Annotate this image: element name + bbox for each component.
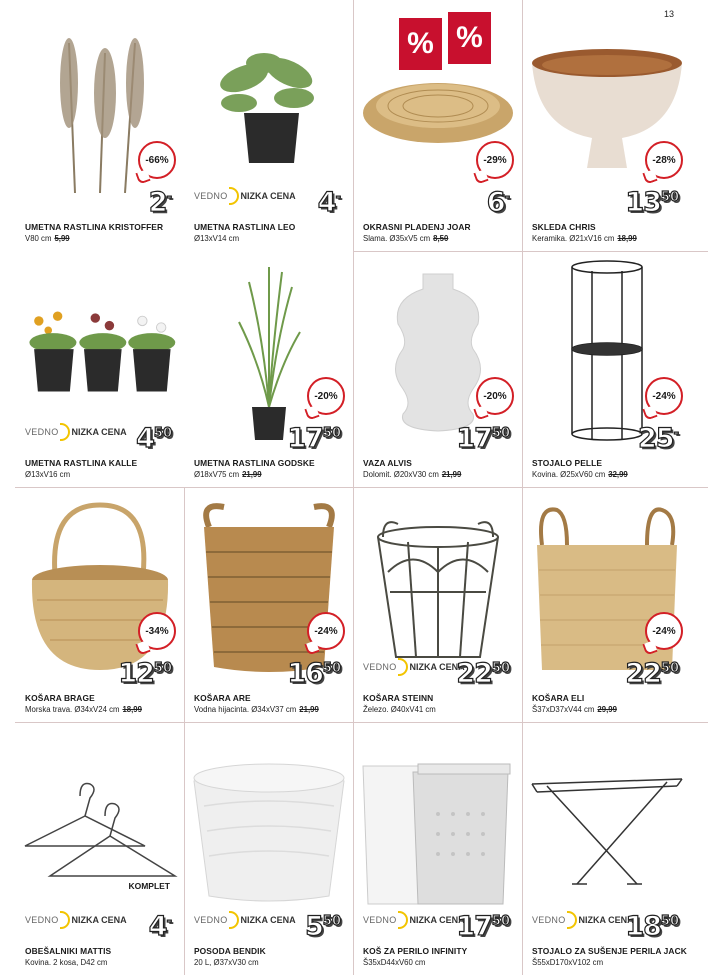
product-name: STOJALO PELLE bbox=[532, 458, 603, 468]
discount-badge: -66% bbox=[138, 141, 176, 179]
product-name: UMETNA RASTLINA LEO bbox=[194, 222, 296, 232]
product-card[interactable] bbox=[353, 722, 522, 975]
vedno-nizka-cena-logo: VEDNO NIZKA CENA bbox=[532, 911, 634, 929]
discount-badge: -20% bbox=[476, 377, 514, 415]
product-name: KOŠARA ELI bbox=[532, 693, 585, 703]
product-description: 20 L, Ø37xV30 cm bbox=[194, 958, 259, 967]
product-name: OBEŠALNIKI MATTIS bbox=[25, 946, 112, 956]
product-card[interactable] bbox=[522, 0, 691, 251]
product-card[interactable] bbox=[353, 487, 522, 722]
vedno-nizka-cena-logo: VEDNO NIZKA CENA bbox=[25, 911, 127, 929]
product-name: STOJALO ZA SUŠENJE PERILA JACK bbox=[532, 946, 687, 956]
price: $17^{50}$ bbox=[456, 423, 510, 454]
price: $5^{50}$ bbox=[305, 911, 341, 942]
price: $22^{50}$ bbox=[625, 658, 679, 689]
old-price: 21,99 bbox=[242, 470, 262, 479]
product-name: UMETNA RASTLINA KRISTOFFER bbox=[25, 222, 164, 232]
vedno-nizka-cena-logo: VEDNO NIZKA CENA bbox=[194, 187, 296, 205]
old-price: 21,99 bbox=[441, 470, 462, 479]
price: $22^{50}$ bbox=[456, 658, 510, 689]
old-price: 21,99 bbox=[299, 705, 319, 714]
product-description: Kovina. 2 kosa, D42 cm bbox=[25, 958, 108, 967]
product-name: POSODA BENDIK bbox=[194, 946, 266, 956]
product-name: UMETNA RASTLINA GODSKE bbox=[194, 458, 315, 468]
price: $17^{50}$ bbox=[287, 423, 341, 454]
product-card[interactable] bbox=[353, 251, 522, 487]
product-card[interactable] bbox=[184, 0, 353, 251]
old-price: 18,99 bbox=[617, 234, 637, 243]
old-price: 8,50 bbox=[433, 234, 449, 243]
old-price: 32,99 bbox=[608, 470, 628, 479]
product-card[interactable] bbox=[15, 0, 184, 251]
price: 4- bbox=[148, 911, 172, 942]
discount-badge: -24% bbox=[645, 612, 683, 650]
discount-badge: -24% bbox=[645, 377, 683, 415]
old-price: 29,99 bbox=[597, 705, 617, 714]
flexible-tub-icon bbox=[189, 742, 349, 920]
laundry-bin-icon bbox=[358, 742, 518, 920]
product-name: KOŠARA STEINN bbox=[363, 693, 434, 703]
product-description: Keramika. Ø21xV16 cm 18,99 bbox=[532, 234, 637, 243]
old-price: 18,99 bbox=[122, 705, 142, 714]
vedno-nizka-cena-logo: VEDNO NIZKA CENA bbox=[194, 911, 296, 929]
product-description: Kovina. Ø25xV60 cm 32,99 bbox=[532, 470, 628, 479]
product-name: KOŠ ZA PERILO INFINITY bbox=[363, 946, 468, 956]
page-number: 13 bbox=[663, 9, 674, 19]
iron-basket-icon bbox=[358, 507, 518, 667]
product-card[interactable] bbox=[15, 722, 184, 975]
product-card[interactable] bbox=[184, 722, 353, 975]
product-description: Morska trava. Ø34xV24 cm 18,99 bbox=[25, 705, 142, 714]
product-description: Š35xD44xV60 cm bbox=[363, 958, 426, 967]
flower-pots-icon bbox=[20, 271, 180, 432]
price: $17^{50}$ bbox=[456, 911, 510, 942]
product-name: SKLEDA CHRIS bbox=[532, 222, 596, 232]
product-description: Železo. Ø40xV41 cm bbox=[363, 705, 436, 714]
price: 6- bbox=[486, 187, 510, 218]
product-name: KOŠARA BRAGE bbox=[25, 693, 95, 703]
product-name: KOŠARA ARE bbox=[194, 693, 251, 703]
product-description: Š55xD170xV102 cm bbox=[532, 958, 604, 967]
vedno-nizka-cena-logo: VEDNO NIZKA CENA bbox=[363, 658, 465, 676]
old-price: 5,99 bbox=[54, 234, 70, 243]
price: $4^{50}$ bbox=[136, 423, 172, 454]
komplet-label: KOMPLET bbox=[128, 881, 170, 891]
price: $12^{50}$ bbox=[118, 658, 172, 689]
product-description: Ø13xV14 cm bbox=[194, 234, 240, 243]
product-description: Ø18xV75 cm 21,99 bbox=[194, 470, 262, 479]
product-description: Ø13xV16 cm bbox=[25, 470, 71, 479]
discount-badge: -20% bbox=[307, 377, 345, 415]
price: 4- bbox=[317, 187, 341, 218]
product-name: OKRASNI PLADENJ JOAR bbox=[363, 222, 471, 232]
product-name: VAZA ALVIS bbox=[363, 458, 412, 468]
product-card[interactable] bbox=[15, 487, 184, 722]
discount-badge: -34% bbox=[138, 612, 176, 650]
price: $16^{50}$ bbox=[287, 658, 341, 689]
hanger-icon bbox=[20, 742, 180, 920]
product-card[interactable] bbox=[522, 487, 691, 722]
discount-badge: -29% bbox=[476, 141, 514, 179]
product-description: Š37xD37xV44 cm 29,99 bbox=[532, 705, 617, 714]
vedno-nizka-cena-logo: VEDNO NIZKA CENA bbox=[363, 911, 465, 929]
drying-rack-icon bbox=[527, 742, 687, 920]
product-description: Slama. Ø35xV5 cm 8,50 bbox=[363, 234, 449, 243]
product-name: UMETNA RASTLINA KALLE bbox=[25, 458, 138, 468]
product-description: Vodna hijacinta. Ø34xV37 cm 21,99 bbox=[194, 705, 319, 714]
product-card[interactable] bbox=[15, 251, 184, 487]
product-description: V80 cm 5,99 bbox=[25, 234, 70, 243]
price: $13^{50}$ bbox=[625, 187, 679, 218]
percent-tag-icon: % bbox=[399, 18, 442, 70]
price: $18^{50}$ bbox=[625, 911, 679, 942]
price: 25- bbox=[638, 423, 679, 454]
product-card[interactable] bbox=[184, 487, 353, 722]
discount-badge: -24% bbox=[307, 612, 345, 650]
product-card[interactable] bbox=[522, 722, 691, 975]
product-card[interactable] bbox=[522, 251, 691, 487]
product-card[interactable] bbox=[184, 251, 353, 487]
potted-plant-icon bbox=[189, 20, 349, 196]
product-description: Dolomit. Ø20xV30 cm 21,99 bbox=[363, 470, 462, 479]
percent-tag-icon: % bbox=[448, 12, 491, 64]
product-grid bbox=[15, 0, 708, 975]
discount-badge: -28% bbox=[645, 141, 683, 179]
price: 2- bbox=[148, 187, 172, 218]
vedno-nizka-cena-logo: VEDNO NIZKA CENA bbox=[25, 423, 127, 441]
